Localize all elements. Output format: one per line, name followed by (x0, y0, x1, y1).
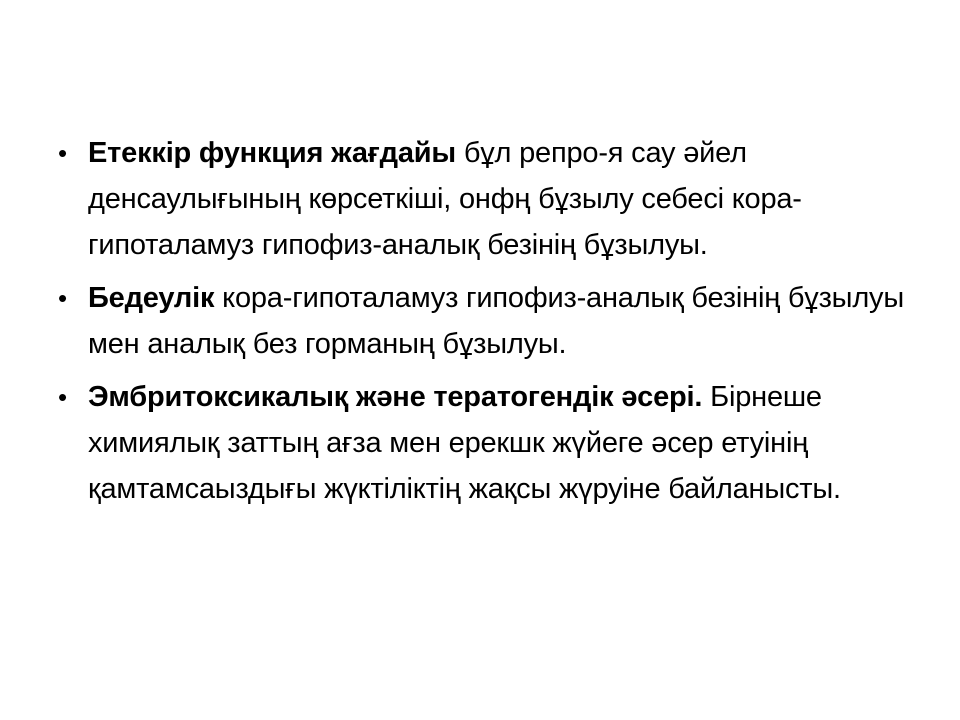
bullet-list (58, 130, 918, 512)
bullet-item-infertility (58, 275, 918, 367)
bullet-item-embryotoxic-effect (58, 374, 918, 512)
bullet-term: Бедеулік (88, 282, 215, 314)
bullet-item-menstrual-function (58, 130, 918, 268)
bullet-term: Эмбритоксикалық және тератогендік әсері. (88, 381, 703, 413)
bullet-icon: • (58, 283, 67, 313)
bullet-text: кора-гипоталамуз гипофиз-аналық безінің бұзылуы мен аналық без горманың бұзылуы. (88, 282, 904, 360)
bullet-text: бұл репро-я сау әйел денсаулығының көрсеткіші, онфң бұзылу себесі кора-гипоталамуз гипофиз-аналық безінің бұзылуы. (88, 137, 802, 261)
bullet-term: Етеккір функция жағдайы (88, 137, 456, 169)
bullet-text: Бірнеше химиялық заттың ағза мен ерекшк жүйеге әсер етуінің қамтамсаыздығы жүктіліктің жақсы жүруіне байланысты. (88, 381, 841, 505)
bullet-icon: • (58, 382, 67, 412)
slide-content (58, 130, 918, 519)
bullet-icon: • (58, 138, 67, 168)
